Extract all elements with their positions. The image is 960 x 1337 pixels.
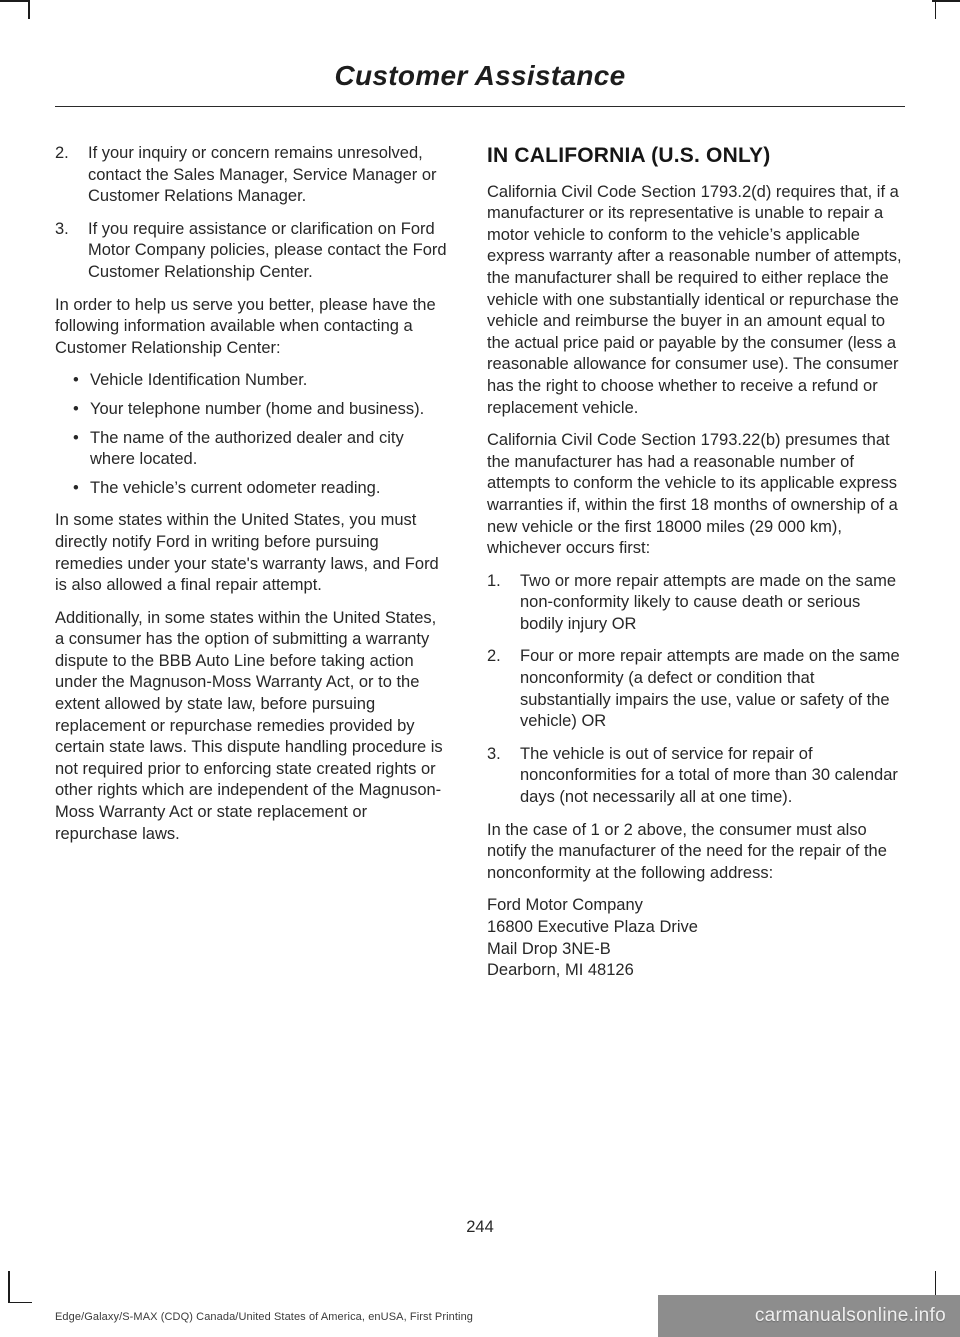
right-column xyxy=(487,143,905,993)
crop-mark-bottom-left-v xyxy=(8,1271,10,1303)
bullet-text: Vehicle Identification Number. xyxy=(90,371,308,390)
paragraph: California Civil Code Section 1793.2(d) requires that, if a manufacturer or its representative is unable to repair a motor vehicle to conform to the vehicle’s applicable express warranty after a reasonable number of attempts, the manufacturer shall be required to either replace the vehicle with one substantially identical or repurchase the vehicle and reimburse the buyer in an amount equal to the actual price paid or payable by the consumer (less a reasonable allowance for consumer use). The consumer has the right to choose whether to receive a refund or replacement vehicle. xyxy=(487,182,902,417)
list-text: The vehicle is out of service for repair of nonconformities for a total of more than 30 calendar days (not necessarily all at one time). xyxy=(520,744,898,807)
page-title: Customer Assistance xyxy=(334,60,626,91)
bullet-icon: • xyxy=(73,478,79,497)
bullet-icon: • xyxy=(73,399,79,418)
crop-mark-bottom-right-v xyxy=(935,1271,937,1295)
crop-mark-bottom-left-h xyxy=(8,1302,32,1304)
crop-mark-top-left-h xyxy=(0,0,30,2)
numbered-item xyxy=(55,143,447,208)
paragraph: In some states within the United States, you must directly notify Ford in writing before pursuing remedies under your state's warranty laws, and Ford is also allowed a final repair attempt. xyxy=(55,511,439,595)
list-number: 1. xyxy=(487,571,501,590)
crop-mark-top-right-v xyxy=(935,0,937,19)
list-text: If you require assistance or clarification on Ford Motor Company policies, please contact the Ford Customer Relationship Center. xyxy=(88,219,447,281)
address-line: Dearborn, MI 48126 xyxy=(487,961,634,980)
crop-mark-top-right-h xyxy=(932,0,960,2)
section-heading: IN CALIFORNIA (U.S. ONLY) xyxy=(487,144,771,167)
address-block xyxy=(487,895,905,981)
bullet-icon: • xyxy=(73,428,79,447)
watermark-stamp: carmanualsonline.info xyxy=(658,1295,960,1337)
address-line: Ford Motor Company xyxy=(487,896,643,915)
numbered-item xyxy=(487,571,905,636)
list-number: 2. xyxy=(55,144,69,162)
list-text: Four or more repair attempts are made on the same nonconformity (a defect or condition that substantially impairs the use, value or safety of the vehicle) OR xyxy=(520,647,900,731)
bullet-text: Your telephone number (home and business). xyxy=(90,399,425,418)
list-text: Two or more repair attempts are made on the same non-conformity likely to cause death or serious bodily injury OR xyxy=(520,571,897,633)
paragraph: In order to help us serve you better, please have the following information available when contacting a Customer Relationship Center: xyxy=(55,295,436,357)
list-number: 3. xyxy=(55,219,69,238)
list-number: 2. xyxy=(487,647,501,666)
paragraph: Additionally, in some states within the United States, a consumer has the option of submitting a warranty dispute to the BBB Auto Line before taking action under the Magnuson-Moss Warranty Act, or to the extent allowed by state law, before pursuing replacement or repurchase remedies provided by certain state laws. This dispute handling procedure is not required prior to enforcing state created rights or other rights which are independent of the Magnuson-Moss Warranty Act or state replacement or repurchase laws. xyxy=(55,608,443,843)
left-column xyxy=(55,143,447,993)
list-text: If your inquiry or concern remains unresolved, contact the Sales Manager, Service Manager or Customer Relations Manager. xyxy=(88,144,437,206)
bullet-text: The name of the authorized dealer and city where located. xyxy=(90,428,404,469)
address-line: Mail Drop 3NE-B xyxy=(487,939,611,958)
bullet-item xyxy=(55,478,447,500)
bullet-icon: • xyxy=(73,371,79,390)
crop-mark-top-left-v xyxy=(28,0,30,19)
address-line: 16800 Executive Plaza Drive xyxy=(487,918,698,936)
paragraph: In the case of 1 or 2 above, the consumer must also notify the manufacturer of the need for the repair of the nonconformity at the following address: xyxy=(487,820,887,882)
numbered-item xyxy=(55,219,447,284)
numbered-item xyxy=(487,646,905,732)
content-columns xyxy=(55,143,905,993)
bullet-text: The vehicle’s current odometer reading. xyxy=(90,478,381,497)
bullet-item xyxy=(55,370,447,392)
bullet-item xyxy=(55,428,447,471)
title-rule xyxy=(55,106,905,107)
numbered-item xyxy=(487,744,905,809)
imprint-text: Edge/Galaxy/S-MAX (CDQ) Canada/United States of America, enUSA, First Printing xyxy=(55,1311,474,1323)
bullet-item xyxy=(55,399,447,421)
page-number: 244 xyxy=(466,1218,494,1236)
paragraph: California Civil Code Section 1793.22(b) presumes that the manufacturer has had a reasonable number of attempts to conform the vehicle to its applicable express warranties if, within the first 18 months of ownership of a new vehicle or the first 18000 miles (29 000 km), whichever occurs first: xyxy=(487,431,898,558)
list-number: 3. xyxy=(487,744,501,763)
